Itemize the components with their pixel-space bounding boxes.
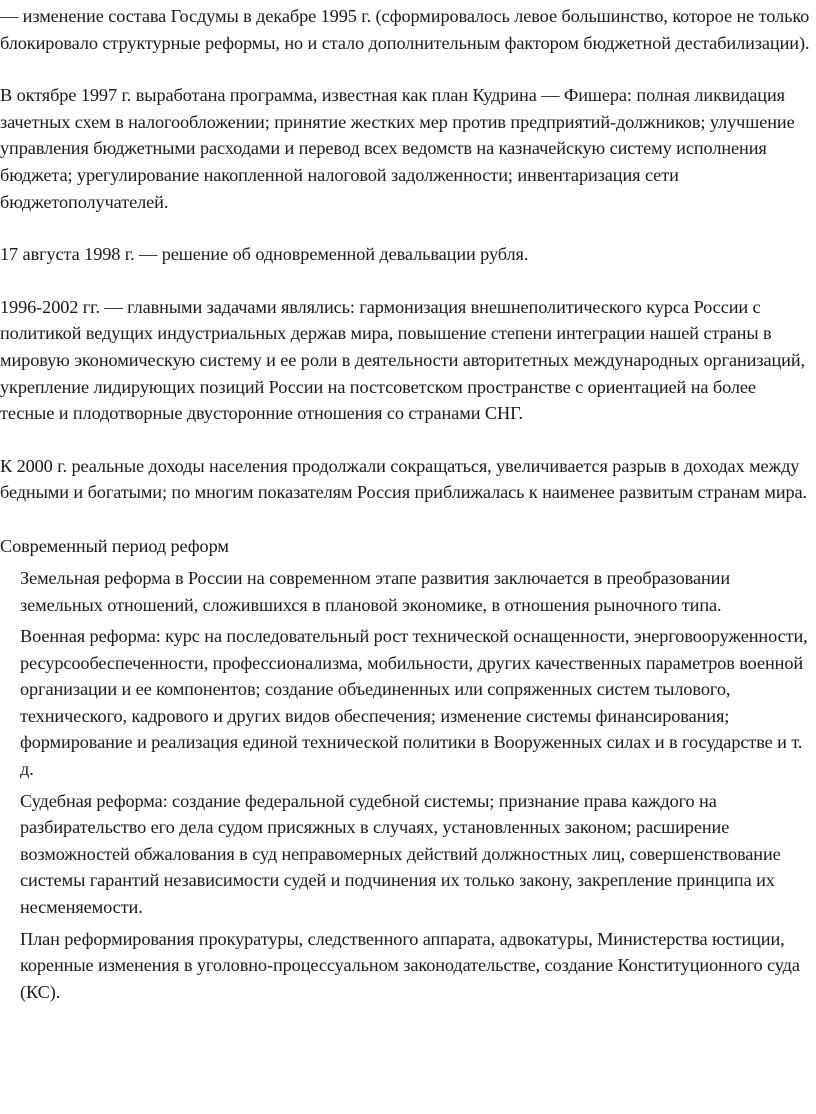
reform-item-military: Военная реформа: курс на последовательный рост технической оснащенности, энерговооруженности, ресурсообеспеченности, профессионализма, мобильности, других качественных параметров военной организации и ее компонентов; создание объединенных или сопряженных систем тылового, технического, кадрового и других видов обеспечения; изменение системы финансирования; формирование и реализация единой технической политики в Вооруженных силах и в государстве и т. д. <box>20 626 808 780</box>
section-heading: Современный период реформ <box>0 535 229 556</box>
reform-item-land: Земельная реформа в России на современном этапе развития заключается в преобразовании земельных отношений, сложившихся в плановой экономике, в отношения рыночного типа. <box>20 567 731 615</box>
paragraph-foreign-policy: 1996-2002 гг. — главными задачами являлись: гармонизация внешнеполитического курса России с политикой ведущих индустриальных держав мира, повышение степени интеграции нашей страны в мировую экономическую систему и ее роли в деятельности авторитетных международных организаций, укрепление лидирующих позиций России на постсоветском пространстве с ориентацией на более тесные и плодотворные двусторонние отношения со странами СНГ. <box>0 296 806 424</box>
paragraph-duma-change: — изменение состава Госдумы в декабре 1995 г. (сформировалось левое большинство, которое не только блокировало структурные реформы, но и стало дополнительным фактором бюджетной дестабилизации). <box>0 6 810 53</box>
paragraph-incomes-2000: К 2000 г. реальные доходы населения продолжали сокращаться, увеличивается разрыв в доходах между бедными и богатыми; по многим показателям Россия приближалась к наименее развитым странам мира. <box>0 455 808 503</box>
reform-item-judicial: Судебная реформа: создание федеральной судебной системы; признание права каждого на разбирательство его дела судом присяжных в случаях, установленных законом; расширение возможностей обжалования в суд неправомерных действий должностных лиц, совершенствование системы гарантий независимости судей и подчинения их только закону, закрепление принципа их несменяемости. <box>20 790 781 918</box>
paragraph-ruble-devaluation: 17 августа 1998 г. — решение об одновременной девальвации рубля. <box>0 244 529 265</box>
reform-item-prosecution: План реформирования прокуратуры, следственного аппарата, адвокатуры, Министерства юстиции, коренные изменения в уголовно-процессуальном законодательстве, создание Конституционного суда (КС). <box>20 928 800 1002</box>
paragraph-kudrin-fisher-plan: В октябре 1997 г. выработана программа, известная как план Кудрина — Фишера: полная ликвидация зачетных схем в налогообложении; принятие жестких мер против предприятий-должников; улучшение управления бюджетными расходами и перевод всех ведомств на казначейскую систему исполнения бюджета; урегулирование накопленной налоговой задолженности; инвентаризация сети бюджетополучателей. <box>0 85 795 212</box>
reforms-list <box>0 565 812 1006</box>
